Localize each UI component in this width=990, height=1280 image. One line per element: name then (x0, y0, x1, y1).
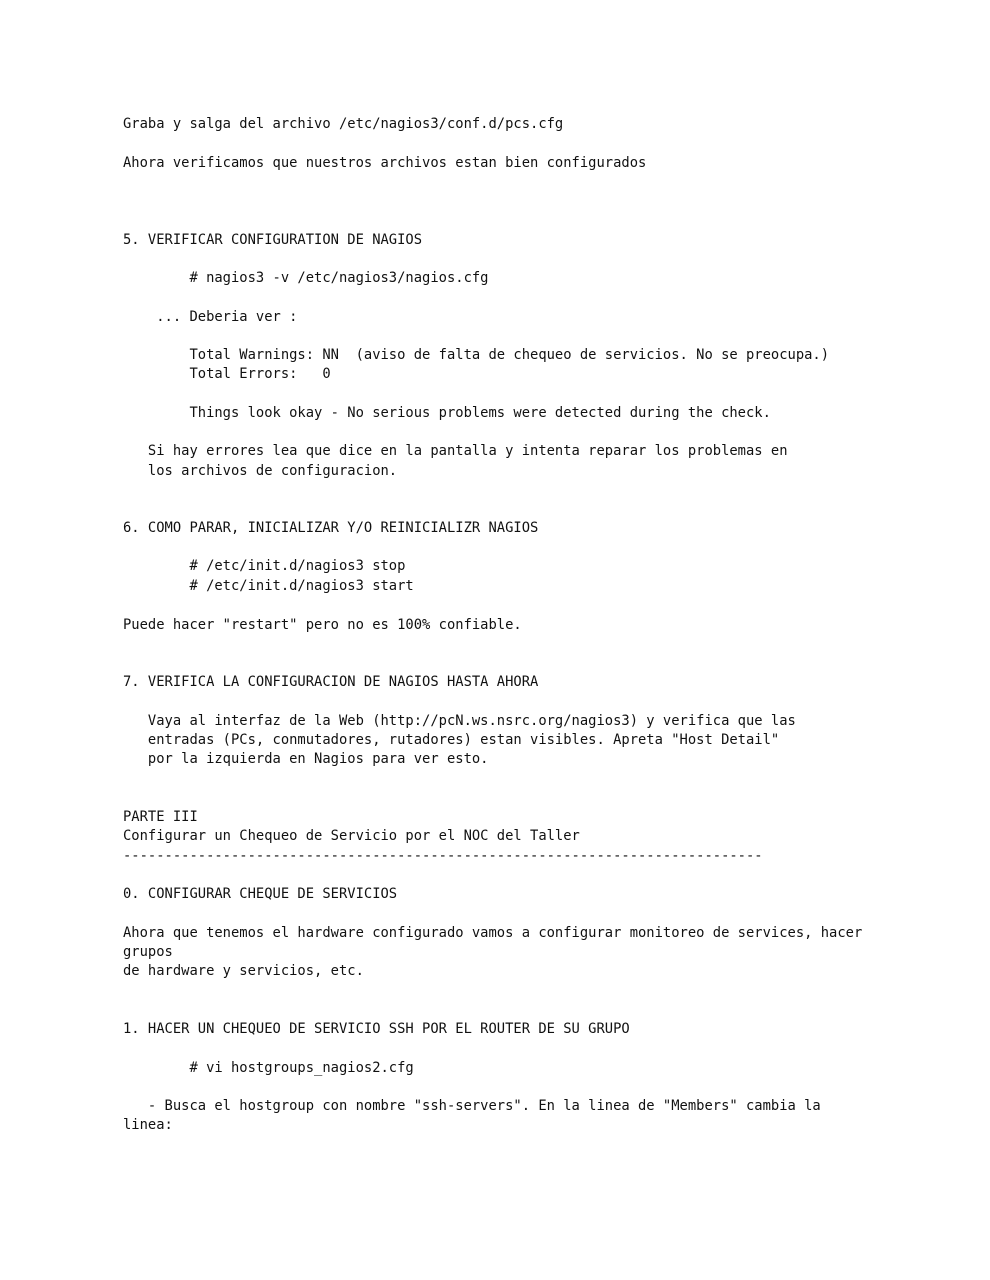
text-line-web-interface-3: por la izquierda en Nagios para ver esto. (123, 751, 489, 767)
text-line-hostgroup-instruction-2: linea: (123, 1117, 173, 1133)
part-heading: PARTE III (123, 809, 198, 825)
output-line-warnings: Total Warnings: NN (aviso de falta de chequeo de servicios. No se preocupa.) (123, 347, 830, 363)
command-line-nagios-verify: # nagios3 -v /etc/nagios3/nagios.cfg (123, 270, 489, 286)
section-heading-5: 5. VERIFICAR CONFIGURATION DE NAGIOS (123, 232, 423, 248)
text-line-services-intro-1: Ahora que tenemos el hardware configurado vamos a configurar monitoreo de services, hacer (123, 925, 863, 941)
section-heading-6: 6. COMO PARAR, INICIALIZAR Y/O REINICIALIZR NAGIOS (123, 520, 539, 536)
text-line-hostgroup-instruction-1: - Busca el hostgroup con nombre "ssh-servers". En la linea de "Members" cambia la (123, 1098, 821, 1114)
separator-dashes: ----------------------------------------------------------------------------- (123, 848, 763, 864)
text-line-save-file: Graba y salga del archivo /etc/nagios3/conf.d/pcs.cfg (123, 116, 564, 132)
text-line-web-interface-1: Vaya al interfaz de la Web (http://pcN.ws.nsrc.org/nagios3) y verifica que las (123, 713, 796, 729)
section-heading-1: 1. HACER UN CHEQUEO DE SERVICIO SSH POR EL ROUTER DE SU GRUPO (123, 1021, 630, 1037)
command-line-vi-hostgroups: # vi hostgroups_nagios2.cfg (123, 1060, 414, 1076)
section-heading-0: 0. CONFIGURAR CHEQUE DE SERVICIOS (123, 886, 398, 902)
text-line-should-see: ... Deberia ver : (123, 309, 298, 325)
text-line-web-interface-2: entradas (PCs, conmutadores, rutadores) estan visibles. Apreta "Host Detail" (123, 732, 780, 748)
output-line-things-okay: Things look okay - No serious problems were detected during the check. (123, 405, 771, 421)
text-line-errors-advice-1: Si hay errores lea que dice en la pantalla y intenta reparar los problemas en (123, 443, 788, 459)
section-heading-7: 7. VERIFICA LA CONFIGURACION DE NAGIOS HASTA AHORA (123, 674, 539, 690)
command-line-stop: # /etc/init.d/nagios3 stop (123, 558, 406, 574)
part-subtitle: Configurar un Chequeo de Servicio por el NOC del Taller (123, 828, 580, 844)
text-line-services-intro-3: de hardware y servicios, etc. (123, 963, 364, 979)
text-line-verify-intro: Ahora verificamos que nuestros archivos estan bien configurados (123, 155, 647, 171)
text-line-errors-advice-2: los archivos de configuracion. (123, 463, 398, 479)
text-line-restart-note: Puede hacer "restart" pero no es 100% confiable. (123, 617, 522, 633)
command-line-start: # /etc/init.d/nagios3 start (123, 578, 414, 594)
text-line-services-intro-2: grupos (123, 944, 173, 960)
output-line-errors: Total Errors: 0 (123, 366, 331, 382)
